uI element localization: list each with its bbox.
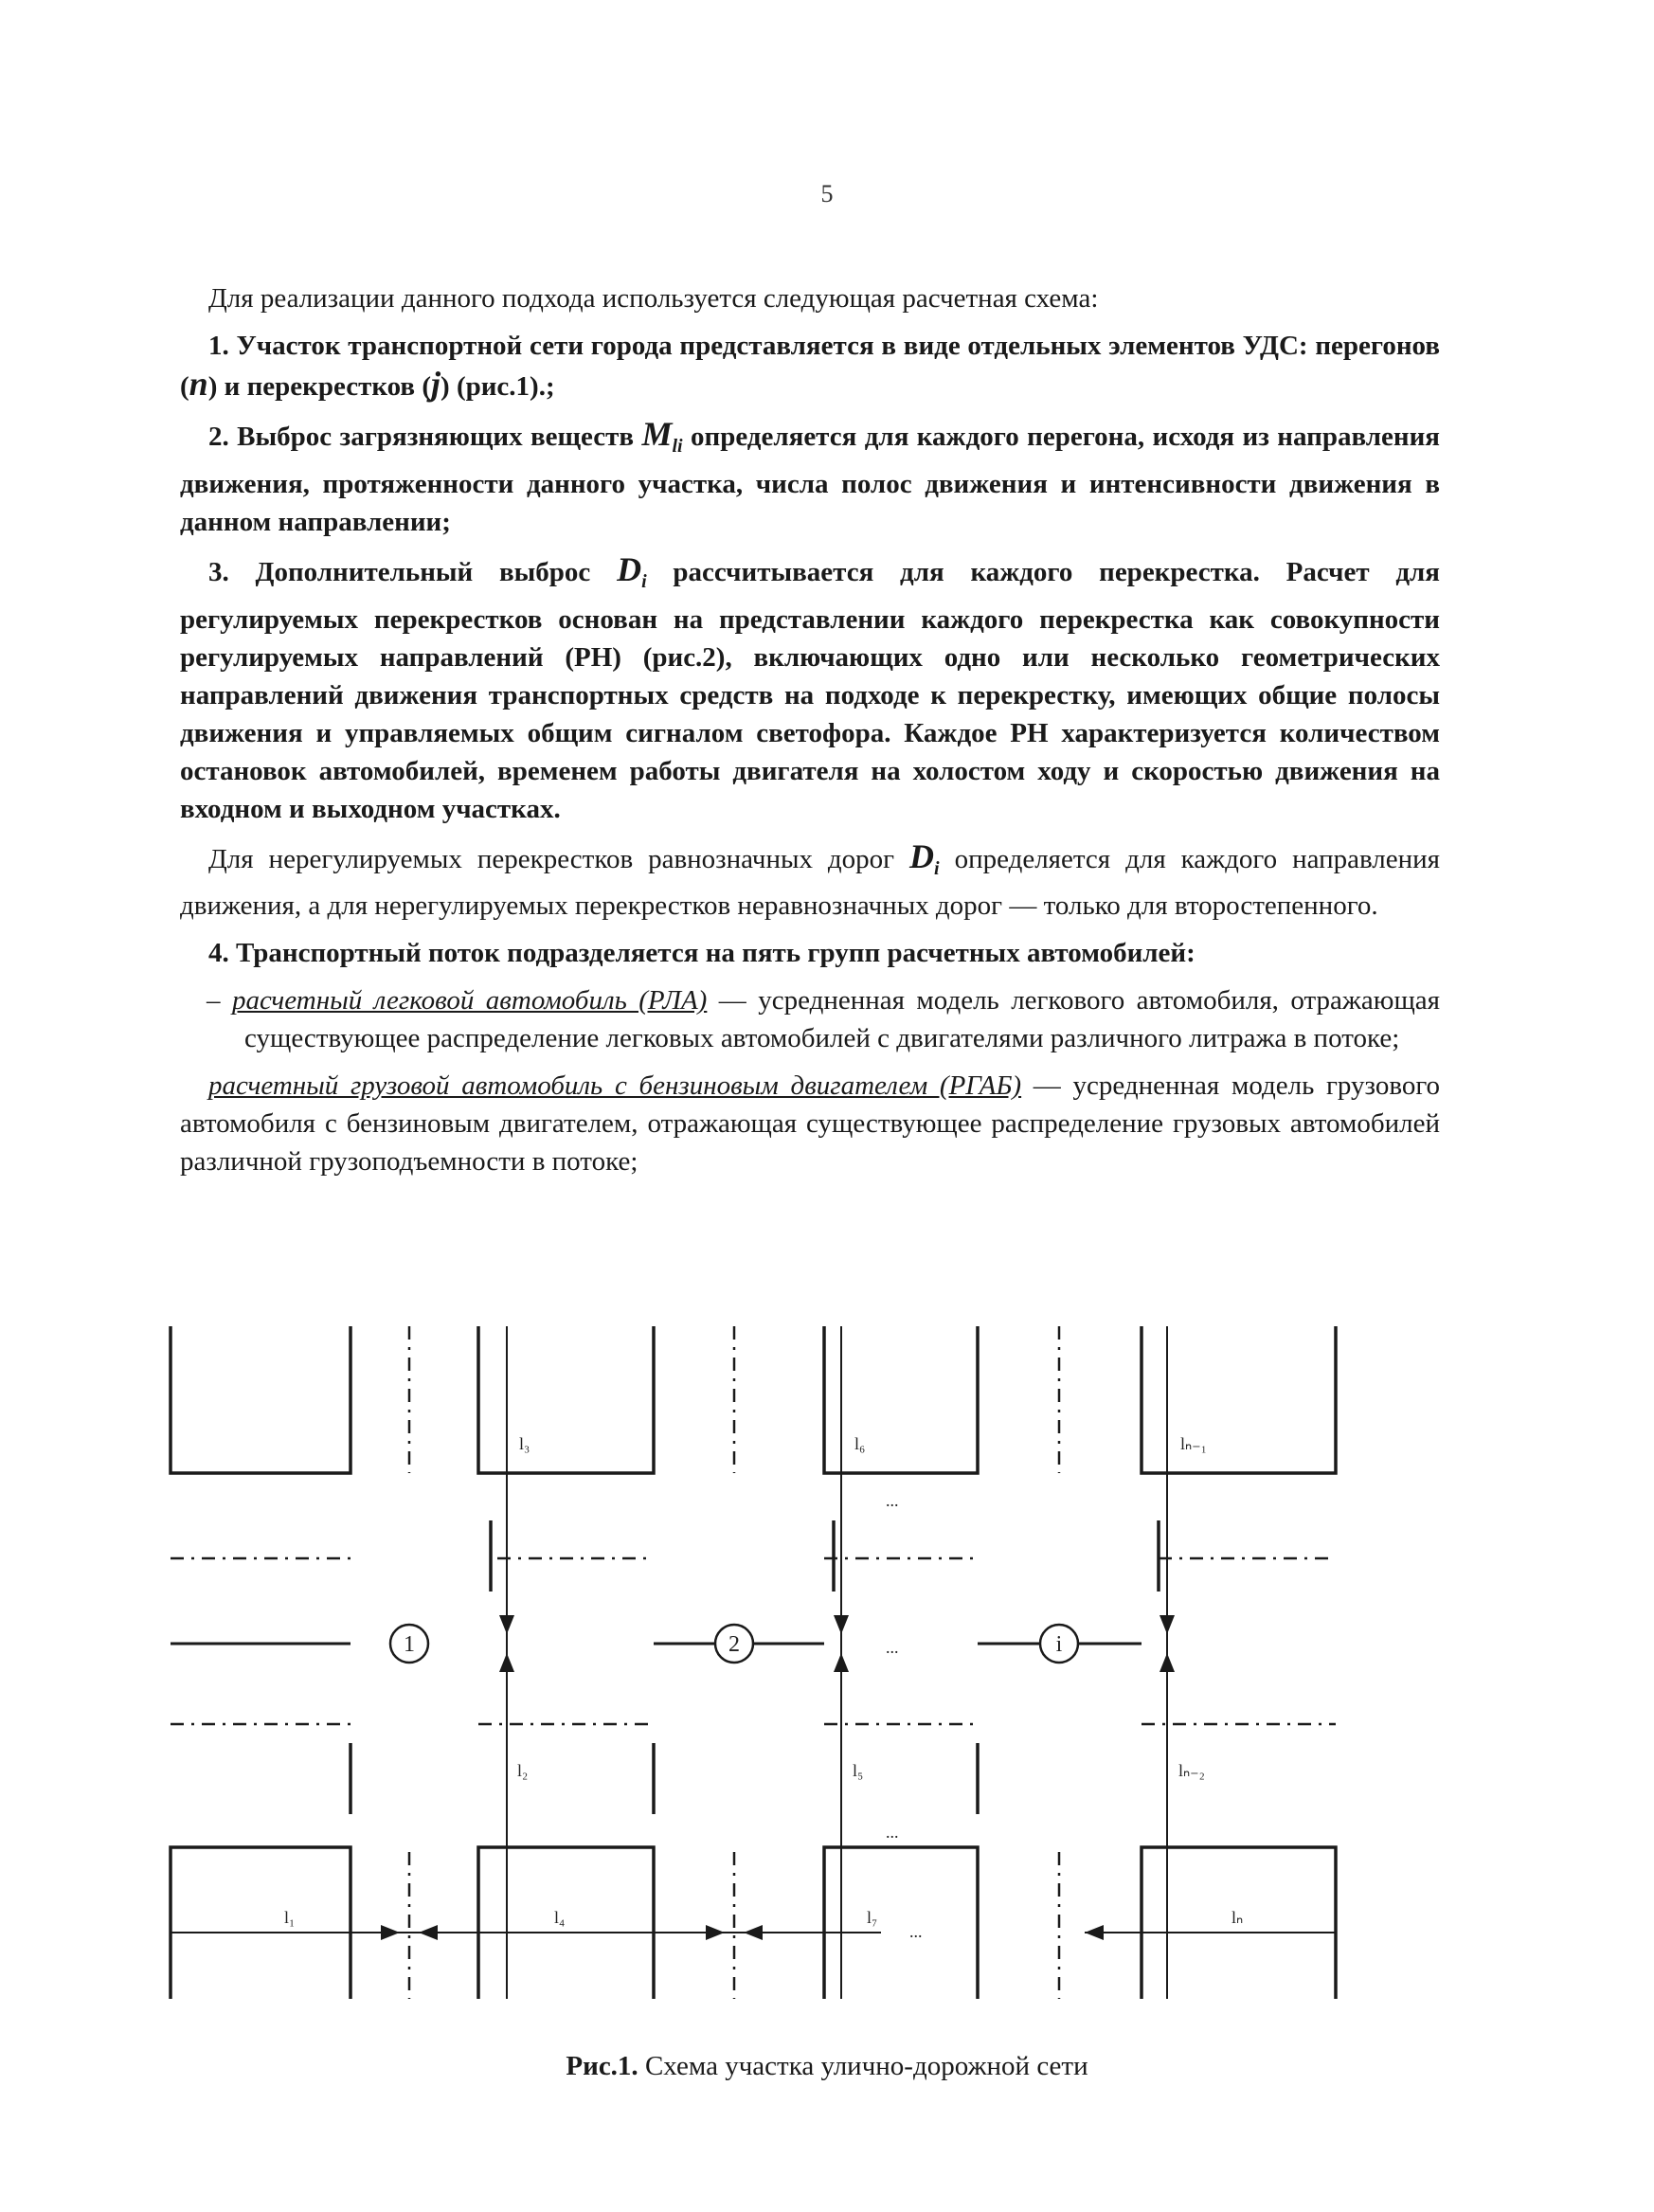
label-l2: l₂ — [517, 1761, 529, 1780]
item-1-text-c: ) (рис.1).; — [440, 371, 555, 402]
item-2-text-a: 2. Выброс загрязняющих веществ — [208, 422, 642, 452]
figure-caption — [0, 2051, 1654, 2082]
label-ln: lₙ — [1232, 1908, 1244, 1927]
item-1-text-a: 1. Участок транспортной сети города представляется в виде отдельных элементов УДС: перегонов ( — [180, 331, 1440, 402]
label-l5: l₅ — [853, 1761, 864, 1780]
node-label-i: i — [1055, 1632, 1063, 1657]
term-rgab: расчетный грузовой автомобиль с бензиновым двигателем (РГАБ) — [208, 1070, 1022, 1102]
math-m-sub: li — [672, 435, 683, 457]
label-ln2: lₙ₋₂ — [1178, 1761, 1205, 1780]
unreg-text-a: Для нерегулируемых перекрестков равнозначных дорог — [208, 843, 910, 874]
svg-text:...: ... — [886, 1823, 899, 1842]
intersection-nodes — [390, 1625, 1078, 1663]
block-top-4 — [1142, 1326, 1336, 1473]
math-j: j — [431, 365, 441, 403]
svg-text:...: ... — [886, 1491, 899, 1510]
dash-dot-lines — [171, 1326, 1336, 1999]
math-n: n — [189, 365, 208, 403]
bullet-rla — [180, 981, 1440, 1057]
item-1-text-b: ) и перекрестков ( — [207, 371, 432, 402]
caption-label: Рис.1. — [566, 2051, 638, 2081]
block-top-3 — [824, 1326, 978, 1473]
bullet-dash: – — [207, 985, 221, 1016]
measurement-lines — [171, 1326, 1336, 1999]
block-top-1 — [171, 1326, 351, 1473]
street-network-diagram — [161, 1326, 1345, 1999]
item-2-text-b: определяется для каждого перегона, исходя из направления движения, протяженности данного участка, числа полос движения и интенсивности движения в данном направлении; — [180, 422, 1440, 537]
math-d: D — [617, 549, 642, 588]
svg-text:...: ... — [909, 1922, 923, 1941]
node-label-1: 1 — [404, 1632, 415, 1657]
block-bottom-2 — [478, 1847, 654, 1999]
term-rla: расчетный легковой автомобиль (РЛА) — [231, 985, 708, 1016]
label-l3: l₃ — [519, 1434, 530, 1453]
math-d-2: D — [909, 836, 935, 875]
math-m: M — [641, 415, 673, 453]
label-l6: l₆ — [854, 1434, 866, 1453]
block-outlines — [171, 1326, 1336, 1999]
item-3-text-b: рассчитывается для каждого перекрестка. Расчет для регулируемых перекрестков основан на представлении каждого перекрестка как совокупности регулируемых направлений (РН) (рис.2), включающих одно или несколько геометрических направлений движения транспортных средств на подходе к перекрестку, имеющих общие полосы движения и управляемых общим сигналом светофора. Каждое РН характеризуется количеством остановок автомобилей, временем работы двигателя на холостом ходу и скоростью движения на входном и выходном участках. — [180, 556, 1440, 824]
block-top-2 — [478, 1326, 654, 1473]
bullet-rgab-text: — усредненная модель грузового автомобиля с бензиновым двигателем, отражающая существующее распределение грузовых автомобилей различной грузоподъемности в потоке; — [180, 1070, 1440, 1178]
label-l4: l₄ — [554, 1908, 566, 1927]
body-text — [180, 279, 1440, 1190]
segment-labels — [284, 1434, 1243, 1927]
label-l1: l₁ — [284, 1908, 296, 1927]
unreg-text-b: определяется для каждого направления движения, а для нерегулируемых перекрестков неравнозначных дорог — только для второстепенного. — [180, 843, 1441, 922]
arrowheads — [381, 1615, 1175, 1940]
item-4: 4. Транспортный поток подразделяется на пять групп расчетных автомобилей: — [208, 938, 1196, 969]
math-d-sub: i — [641, 570, 647, 592]
item-3-text-a: 3. Дополнительный выброс — [208, 556, 618, 587]
item-1 — [180, 327, 1440, 405]
block-bottom-3 — [824, 1847, 978, 1999]
math-d-2-sub: i — [934, 857, 940, 879]
page-number: 5 — [820, 180, 834, 207]
bullet-rgab — [180, 1067, 1440, 1180]
item-3 — [180, 550, 1440, 828]
bullet-rla-text: — усредненная модель легкового автомобиля, отражающая существующее распределение легковых автомобилей с двигателями различного литража в потоке; — [244, 985, 1440, 1054]
node-label-2: 2 — [728, 1632, 740, 1657]
item-2 — [180, 415, 1440, 541]
caption-text: Схема участка улично-дорожной сети — [638, 2051, 1088, 2081]
intro-paragraph: Для реализации данного подхода используется следующая расчетная схема: — [208, 283, 1099, 314]
label-ln1: lₙ₋₁ — [1180, 1434, 1207, 1453]
svg-text:...: ... — [886, 1638, 899, 1657]
label-l7: l₇ — [867, 1908, 878, 1927]
block-bottom-1 — [171, 1847, 351, 1999]
lane-markings — [171, 1326, 1336, 1999]
unregulated-paragraph — [180, 837, 1440, 926]
